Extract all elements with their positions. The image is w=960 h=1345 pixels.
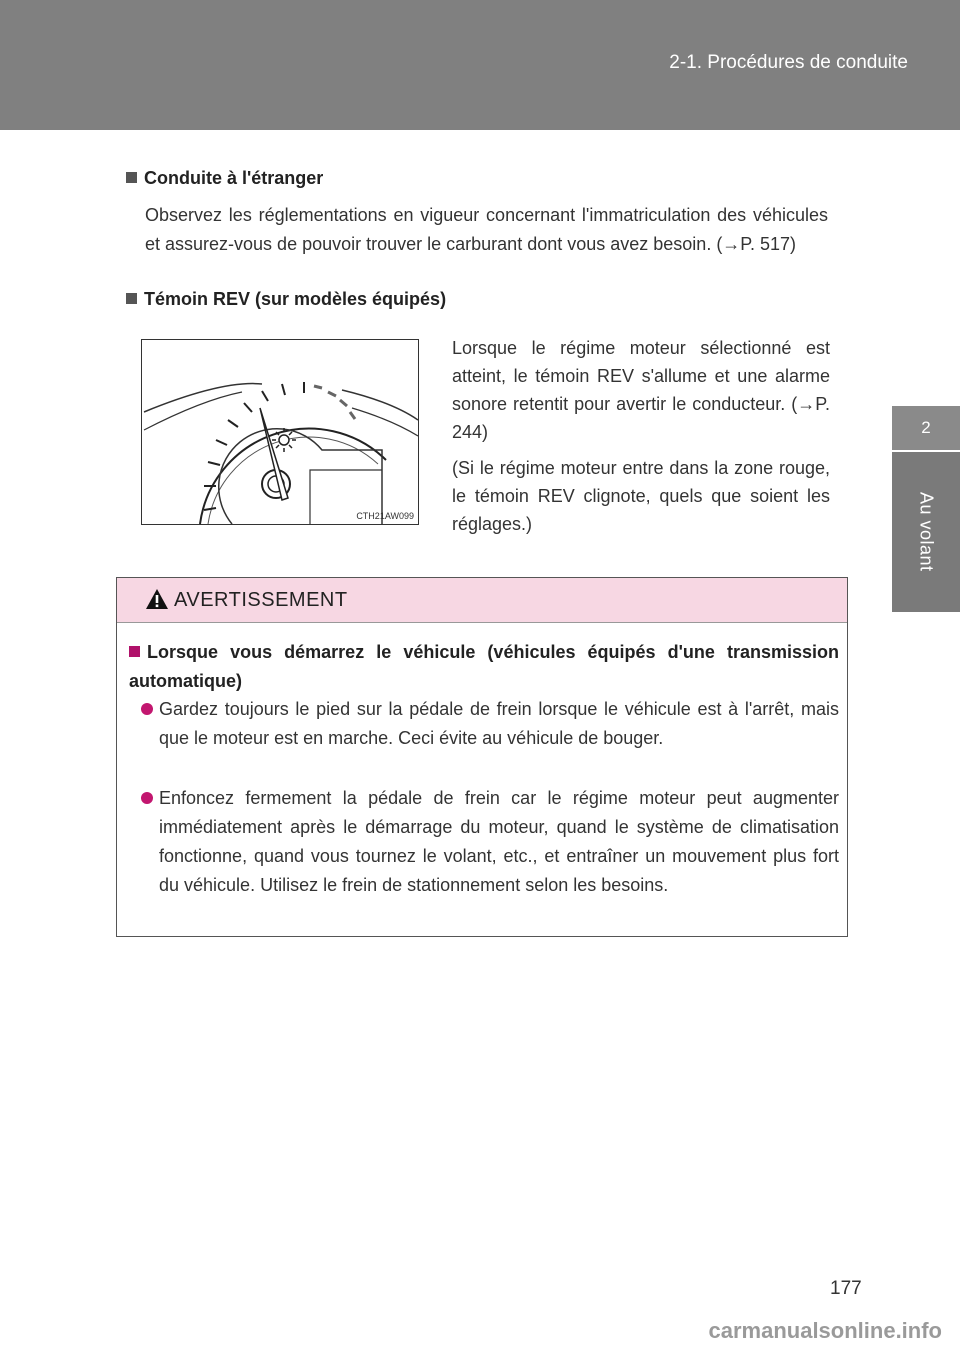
rev-paragraph-1: Lorsque le régime moteur sélectionné est atteint, le témoin REV s'allume et une alarme sonore retentit pour avertir le conducteur. (→P. 244) — [452, 338, 830, 442]
section-heading-driving-abroad: Conduite à l'étranger — [126, 168, 323, 189]
chapter-number: 2 — [892, 406, 960, 450]
warning-heading: Lorsque vous démarrez le véhicule (véhicules équipés d'une transmission automatique) — [129, 642, 839, 691]
warning-triangle-icon — [145, 588, 169, 610]
warning-box — [116, 577, 848, 937]
watermark-text[interactable]: carmanualsonline.info — [708, 1318, 942, 1343]
chapter-side-tab — [884, 130, 960, 1345]
figure-caption: CTH21AW099 — [356, 511, 414, 521]
page-header — [0, 0, 960, 130]
tachometer-drawing — [142, 340, 418, 524]
section-body-driving-abroad: Observez les réglementations en vigueur concernant l'immatriculation des véhicules et assurez-vous de pouvoir trouver le carburant dont vous avez besoin. (→P. 517) — [145, 205, 828, 254]
rev-paragraph-2: (Si le régime moteur entre dans la zone rouge, le témoin REV clignote, quels que soient les réglages.) — [452, 458, 830, 534]
square-bullet-icon — [126, 293, 137, 304]
warning-bullet-2: Enfoncez fermement la pédale de frein car le régime moteur peut augmenter immédiatement après le démarrage du moteur, quand le système de climatisation fonctionne, quand vous tournez le volant, etc., et entraîner un mouvement plus fort du véhicule. Utilisez le frein de stationnement selon les besoins. — [141, 784, 839, 900]
rev-indicator-description — [452, 334, 830, 546]
section-heading-rev-indicator: Témoin REV (sur modèles équipés) — [126, 289, 446, 310]
section-title: 2-1. Procédures de conduite — [669, 52, 908, 73]
warning-header — [117, 578, 847, 623]
chapter-label-wrap — [892, 452, 960, 612]
circle-bullet-icon — [141, 792, 153, 804]
square-bullet-icon — [126, 172, 137, 183]
chapter-label: Au volant — [916, 492, 937, 572]
square-bullet-icon — [129, 646, 140, 657]
page-number: 177 — [830, 1278, 862, 1299]
tachometer-illustration — [141, 339, 419, 525]
warning-bullet-1: Gardez toujours le pied sur la pédale de frein lorsque le véhicule est à l'arrêt, mais que le moteur est en marche. Ceci évite au véhicule de bouger. — [141, 695, 839, 753]
warning-title: AVERTISSEMENT — [174, 589, 348, 611]
circle-bullet-icon — [141, 703, 153, 715]
